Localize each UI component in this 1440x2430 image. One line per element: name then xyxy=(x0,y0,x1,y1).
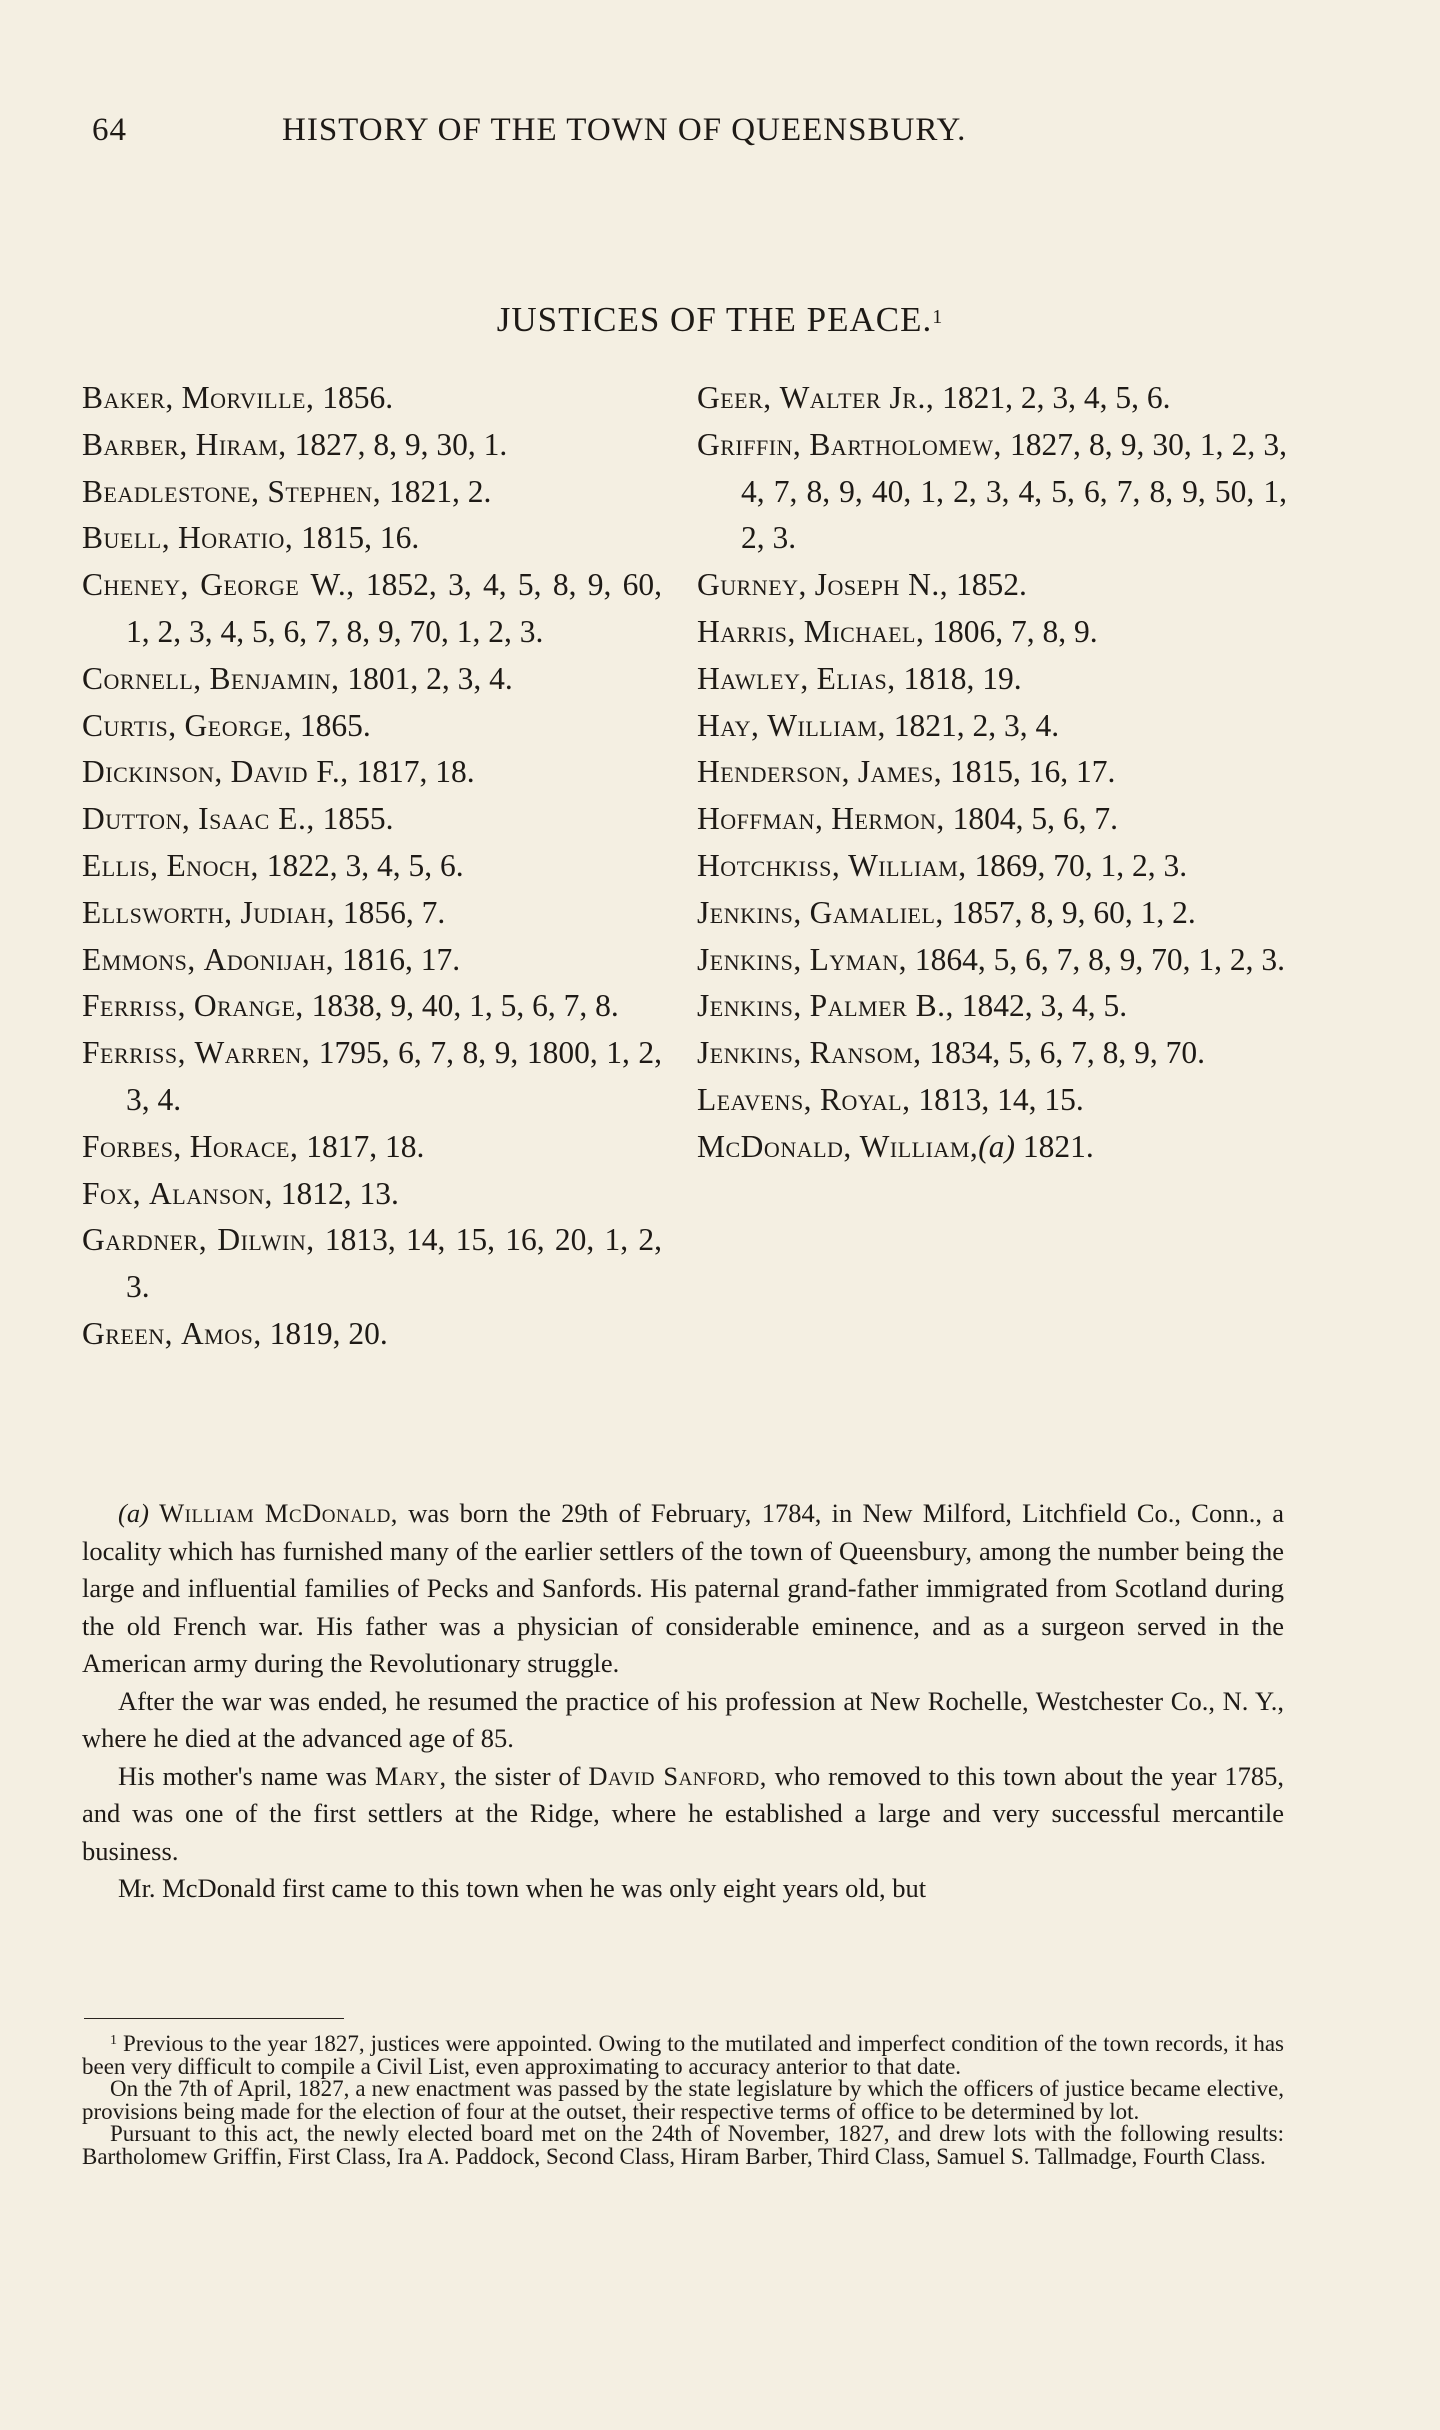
justice-given-name: Walter Jr., xyxy=(779,380,935,415)
justices-list-left xyxy=(82,375,662,1358)
justice-entry xyxy=(82,656,662,703)
justice-surname: Curtis, xyxy=(82,707,177,743)
justice-entry xyxy=(697,796,1287,843)
justice-years: 1821, 2. xyxy=(388,473,492,509)
footnote xyxy=(82,2030,1284,2168)
justice-entry xyxy=(82,1171,662,1218)
justice-given-name: Hiram, xyxy=(195,426,287,462)
justice-given-name: James, xyxy=(857,754,943,790)
note-mark: (a) xyxy=(118,1498,149,1528)
justice-given-name: Isaac E., xyxy=(198,801,315,837)
justice-years: 1855. xyxy=(322,801,394,837)
justice-given-name: Palmer B., xyxy=(809,988,954,1024)
note-paragraph xyxy=(82,1758,1284,1871)
justice-entry xyxy=(697,1124,1287,1171)
justice-surname: Hoffman, xyxy=(697,801,824,837)
justice-given-name: Ransom, xyxy=(809,1035,922,1071)
justice-years: 1817, 18. xyxy=(356,754,475,790)
justice-given-name: Elias, xyxy=(816,660,896,696)
note-paragraph xyxy=(82,1495,1284,1683)
justice-years: 1819, 20. xyxy=(269,1315,388,1351)
justice-years: 1856. xyxy=(322,380,394,415)
justice-given-name: Royal, xyxy=(819,1081,911,1117)
note-paragraph: After the war was ended, he resumed the practice of his profession at New Rochelle, Westchester Co., N. Y., where he died at the advanced age of 85. xyxy=(82,1685,1284,1753)
justice-entry xyxy=(697,422,1287,562)
justice-surname: Buell, xyxy=(82,520,171,556)
justices-list-right xyxy=(697,375,1287,1171)
justice-given-name: Joseph N., xyxy=(814,567,949,603)
note-text: was born the 29th of February, 1784, in New Milford, Litchfield Co., Conn., a locality which has furnished many of the earlier settlers of the town of Queensbury, among the number being the large and influential families of Pecks and Sanfords. His paternal grand-father immigrated from Scotland during the old French war. His father was a physician of considerable eminence, and as a surgeon served in the American army during the Revolutionary struggle. xyxy=(82,1498,1284,1678)
justice-entry xyxy=(82,1030,662,1124)
justice-years: 1856, 7. xyxy=(342,894,446,930)
justice-surname: Ferriss, xyxy=(82,1035,186,1071)
justice-years: 1818, 19. xyxy=(903,660,1022,696)
justice-given-name: Hermon, xyxy=(831,801,945,837)
note-text: the sister of xyxy=(454,1760,581,1791)
justice-entry xyxy=(82,422,662,469)
justice-given-name: William, xyxy=(767,707,886,743)
justice-entry xyxy=(697,890,1287,937)
justice-years: 1821, 2, 3, 4. xyxy=(893,707,1060,743)
justice-years: 1821. xyxy=(1022,1128,1094,1164)
justice-surname: Baker, xyxy=(82,380,174,415)
justice-surname: Dutton, xyxy=(82,801,191,837)
justice-entry xyxy=(82,749,662,796)
justice-entry xyxy=(697,375,1287,422)
justice-surname: Griffin, xyxy=(697,426,802,462)
justice-years: 1822, 3, 4, 5, 6. xyxy=(266,847,464,883)
footnote-mark: 1 xyxy=(110,2033,117,2048)
justice-years: 1813, 14, 15. xyxy=(918,1081,1084,1117)
justice-surname: McDonald, xyxy=(697,1128,852,1164)
justice-given-name: Adonijah, xyxy=(203,941,335,977)
justice-given-name: Gamaliel, xyxy=(809,894,944,930)
justice-given-name: Alanson, xyxy=(149,1175,273,1211)
justice-years: 1827, 8, 9, 30, 1, 2, 3, 4, 7, 8, 9, 40, 1, 2, 3, 4, 5, 6, 7, 8, 9, 50, 1, 2, 3. xyxy=(741,426,1287,556)
justice-entry xyxy=(697,609,1287,656)
footnote-paragraph: On the 7th of April, 1827, a new enactment was passed by the state legislature by which the officers of justice became elective, provisions being made for the election of four at the outset, their respective terms of office to be determined by lot. xyxy=(82,2076,1284,2124)
justice-entry xyxy=(697,703,1287,750)
justice-years: 1857, 8, 9, 60, 1, 2. xyxy=(951,894,1196,930)
justice-given-name: George, xyxy=(184,707,292,743)
note-uncle-name: David Sanford, xyxy=(588,1760,767,1791)
justice-surname: Jenkins, xyxy=(697,941,802,977)
justice-given-name: George W., xyxy=(200,567,355,603)
justice-given-name: William, xyxy=(859,1128,979,1164)
justice-entry xyxy=(82,375,662,422)
justice-years: 1815, 16. xyxy=(301,520,420,556)
justice-entry xyxy=(697,749,1287,796)
justice-given-name: Stephen, xyxy=(267,473,382,509)
justice-given-name: Amos, xyxy=(180,1315,262,1351)
justice-entry xyxy=(82,796,662,843)
justice-years: 1865. xyxy=(299,707,371,743)
justice-entry xyxy=(82,983,662,1030)
note-text: who removed to this town about the year 1785, and was one of the first settlers at the Ridge, where he established a large and very successful mercantile business. xyxy=(82,1760,1285,1866)
note-mother-name: Mary, xyxy=(374,1760,447,1791)
justice-entry xyxy=(82,469,662,516)
justice-entry xyxy=(697,1030,1287,1077)
justice-years: 1842, 3, 4, 5. xyxy=(961,988,1128,1024)
section-title xyxy=(0,300,1440,340)
justice-entry xyxy=(82,937,662,984)
justice-given-name: Lyman, xyxy=(809,941,908,977)
justice-years: 1806, 7, 8, 9. xyxy=(932,613,1098,649)
justice-surname: Green, xyxy=(82,1315,174,1351)
justice-surname: Forbes, xyxy=(82,1128,182,1164)
justice-given-name: Orange, xyxy=(193,988,304,1024)
justice-years: 1827, 8, 9, 30, 1. xyxy=(294,426,508,462)
justice-surname: Cheney, xyxy=(82,567,189,603)
justice-years: 1852. xyxy=(955,567,1027,603)
footnote-paragraph xyxy=(82,2030,1284,2078)
justice-given-name: Benjamin, xyxy=(209,660,340,696)
justice-given-name: Judiah, xyxy=(240,894,335,930)
justice-years: 1801, 2, 3, 4. xyxy=(347,660,513,696)
justice-entry xyxy=(82,890,662,937)
justice-surname: Dickinson, xyxy=(82,754,223,790)
footnote-text: Previous to the year 1827, justices were appointed. Owing to the mutilated and imperfect condition of the town records, it has been very difficult to compile a Civil List, even approximating to accuracy anterior to that date. xyxy=(82,2031,1284,2079)
justice-years: 1838, 9, 40, 1, 5, 6, 7, 8. xyxy=(311,988,619,1024)
biographical-note xyxy=(82,1495,1284,1908)
footnote-paragraph: Pursuant to this act, the newly elected board met on the 24th of November, 1827, and drew lots with the following results: Bartholomew Griffin, First Class, Ira A. Paddock, Second Class, Hiram Barber, Third Class, Samuel S. Tallmadge, Fourth Class. xyxy=(82,2121,1284,2169)
justice-given-name: Michael, xyxy=(803,613,925,649)
note-paragraph: Mr. McDonald first came to this town when he was only eight years old, but xyxy=(118,1873,927,1903)
justice-surname: Ferriss, xyxy=(82,988,186,1024)
justice-surname: Hawley, xyxy=(697,660,809,696)
justice-entry xyxy=(697,937,1287,984)
justice-surname: Henderson, xyxy=(697,754,850,790)
justice-surname: Barber, xyxy=(82,426,188,462)
justice-years: 1864, 5, 6, 7, 8, 9, 70, 1, 2, 3. xyxy=(914,941,1286,977)
justice-given-name: Enoch, xyxy=(166,847,259,883)
justice-surname: Emmons, xyxy=(82,941,196,977)
page-number: 64 xyxy=(92,112,127,148)
justice-entry xyxy=(697,562,1287,609)
justice-surname: Hay, xyxy=(697,707,760,743)
justice-entry xyxy=(697,843,1287,890)
justice-surname: Jenkins, xyxy=(697,1035,802,1071)
justice-surname: Ellsworth, xyxy=(82,894,233,930)
justice-years: 1815, 16, 17. xyxy=(949,754,1116,790)
justice-given-name: Morville, xyxy=(181,380,315,415)
justice-given-name: Bartholomew, xyxy=(809,426,1002,462)
justice-surname: Geer, xyxy=(697,380,772,415)
justice-years: 1804, 5, 6, 7. xyxy=(952,801,1119,837)
justice-surname: Fox, xyxy=(82,1175,142,1211)
justice-years: 1852, 3, 4, 5, 8, 9, 60, 1, 2, 3, 4, 5, 6, 7, 8, 9, 70, 1, 2, 3. xyxy=(126,567,663,649)
justice-given-name: William, xyxy=(848,847,967,883)
justice-surname: Cornell, xyxy=(82,660,202,696)
justice-entry xyxy=(82,1311,662,1358)
justice-entry xyxy=(82,1124,662,1171)
justice-years: 1812, 13. xyxy=(280,1175,399,1211)
justice-surname: Hotchkiss, xyxy=(697,847,841,883)
justice-surname: Jenkins, xyxy=(697,988,802,1024)
justice-given-name: David F., xyxy=(230,754,349,790)
justice-entry xyxy=(82,1217,662,1311)
running-title: HISTORY OF THE TOWN OF QUEENSBURY. xyxy=(282,112,967,148)
justice-surname: Ellis, xyxy=(82,847,159,883)
justice-entry xyxy=(82,703,662,750)
justice-given-name: Horace, xyxy=(189,1128,299,1164)
justice-years: 1813, 14, 15, 16, 20, 1, 2, 3. xyxy=(126,1222,663,1305)
justice-entry xyxy=(697,656,1287,703)
justice-entry xyxy=(82,843,662,890)
justice-surname: Beadlestone, xyxy=(82,473,260,509)
justice-years: 1821, 2, 3, 4, 5, 6. xyxy=(942,380,1171,415)
justice-surname: Gurney, xyxy=(697,567,807,603)
justice-given-name: Warren, xyxy=(194,1035,311,1071)
footnote-rule xyxy=(84,2018,344,2019)
justice-surname: Harris, xyxy=(697,613,796,649)
justice-years: 1834, 5, 6, 7, 8, 9, 70. xyxy=(929,1035,1206,1071)
justice-years: 1795, 6, 7, 8, 9, 1800, 1, 2, 3, 4. xyxy=(126,1035,663,1117)
justice-entry xyxy=(82,515,662,562)
justice-entry xyxy=(82,562,662,656)
footnote-reference: 1 xyxy=(932,306,944,328)
section-title-text: JUSTICES OF THE PEACE. xyxy=(496,300,933,339)
note-subject-name: William McDonald, xyxy=(159,1498,398,1528)
note-text: His mother's name was xyxy=(118,1760,368,1791)
justice-surname: Gardner, xyxy=(82,1222,208,1258)
justice-years: 1869, 70, 1, 2, 3. xyxy=(974,847,1188,883)
justice-years: 1816, 17. xyxy=(341,941,461,977)
justice-surname: Jenkins, xyxy=(697,894,802,930)
justice-entry xyxy=(697,983,1287,1030)
justice-entry xyxy=(697,1077,1287,1124)
justice-note-marker: (a) xyxy=(978,1128,1015,1164)
justice-surname: Leavens, xyxy=(697,1081,813,1117)
justice-years: 1817, 18. xyxy=(306,1128,425,1164)
justice-given-name: Dilwin, xyxy=(217,1222,315,1258)
justice-given-name: Horatio, xyxy=(177,520,294,556)
